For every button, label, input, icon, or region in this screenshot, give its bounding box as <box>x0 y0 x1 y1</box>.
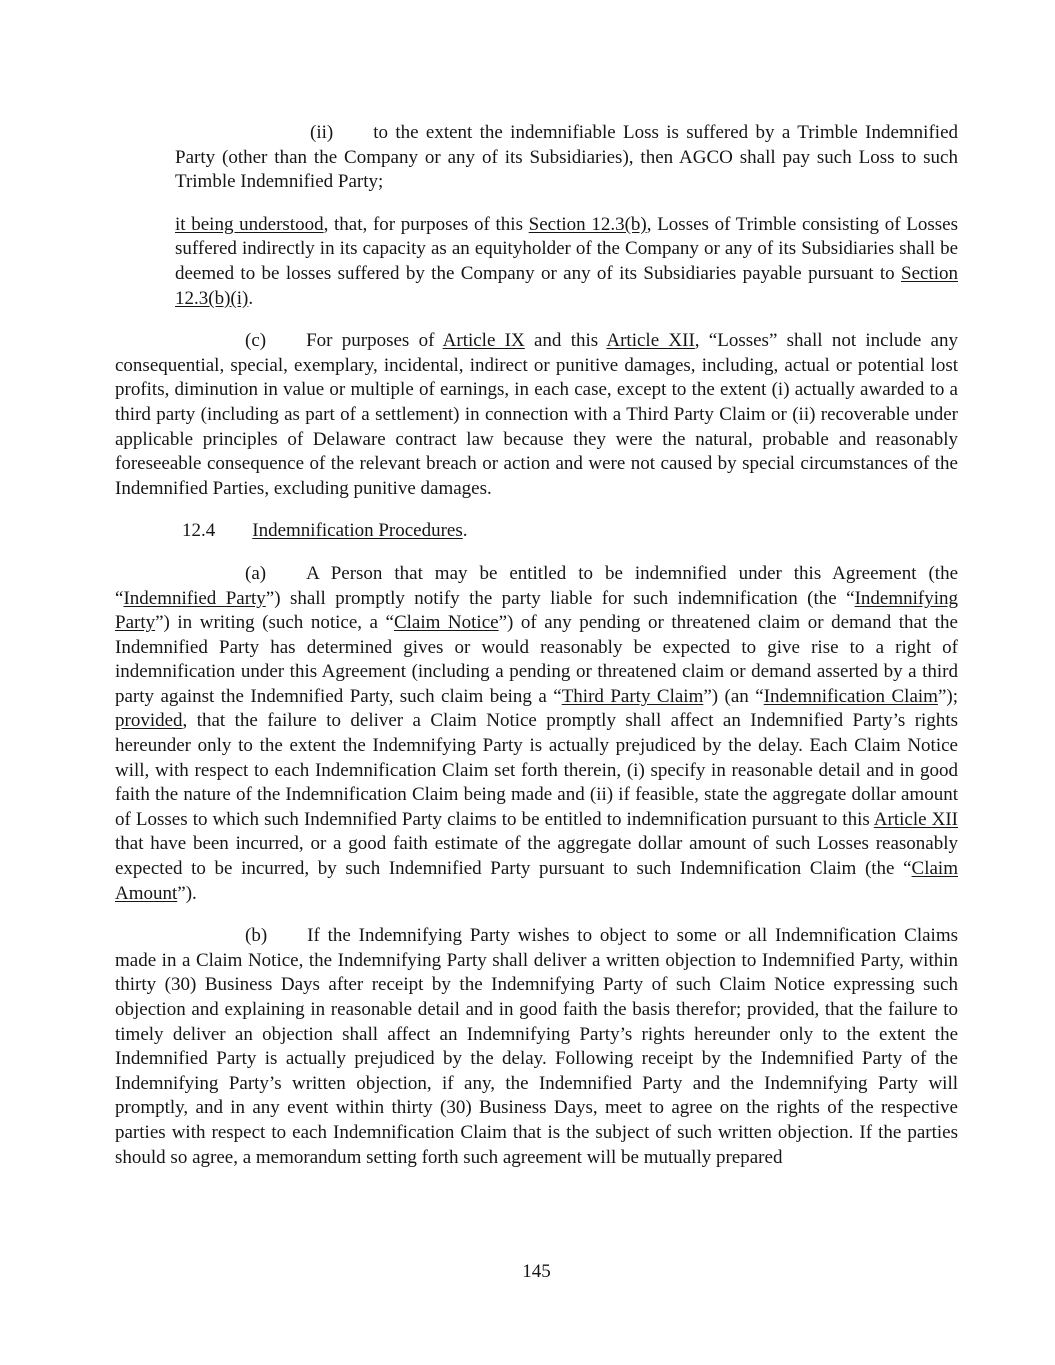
underlined-text-run: Third Party Claim <box>561 685 704 707</box>
section-12-4-heading <box>115 519 958 544</box>
underlined-text-run: Indemnification Procedures <box>252 520 463 542</box>
text-run: ”). <box>177 882 197 904</box>
text-run: (ii) <box>310 122 334 143</box>
clause-b-paragraph <box>115 924 958 1170</box>
page-number: 145 <box>522 1261 551 1282</box>
text-run: that have been incurred, or a good faith estimate of the aggregate dollar amount of such Losses reasonably expected to be incurred, by such Indemnified Party pursuant to such Indemnification Claim (the “ <box>115 833 958 880</box>
text-run: If the Indemnifying Party wishes to object to some or all Indemnification Claims made in a Claim Notice, the Indemnifying Party shall deliver a written objection to Indemnified Party, within thirty (30) Business Days after receipt by the Indemnifying Party of such Claim Notice expressing such objection and explaining in reasonable detail and in good faith the basis therefor; provided, that the failure to timely deliver an objection shall affect an Indemnifying Party’s rights hereunder only to the extent the Indemnified Party is actually prejudiced by the delay. Following receipt by the Indemnified Party of the Indemnifying Party’s written objection, if any, the Indemnified Party and the Indemnifying Party will promptly, and in any event within thirty (30) Business Days, meet to agree on the rights of the respective parties with respect to each Indemnification Claim that is the subject of such written objection. If the parties should so agree, a memorandum setting forth such agreement will be mutually prepared <box>115 925 958 1168</box>
clause-ii-paragraph <box>175 121 958 195</box>
text-run: (b) <box>245 925 268 947</box>
underlined-text-run: Section 12.3(b)(i) <box>175 262 958 309</box>
clause-a-paragraph <box>115 562 958 906</box>
text-run: For purposes of <box>306 330 443 352</box>
text-run: ”) shall promptly notify the party liable for such indemnification (the “ <box>265 587 855 609</box>
underlined-text-run: provided <box>115 710 183 732</box>
text-run: ”) of any pending or threatened claim or demand that the Indemnified Party has determined gives or would reasonably be expected to give rise to a right of indemnification under this Agreement (including a pending or threatened claim or demand asserted by a third party against the Indemnified Party, such claim being a “ <box>115 612 958 707</box>
page-content <box>115 121 958 1170</box>
underlined-text-run: Article XII <box>606 330 695 352</box>
text-run: ”); <box>937 685 958 707</box>
text-run: . <box>248 287 254 309</box>
underlined-text-run: Article IX <box>442 330 525 352</box>
underlined-text-run: Indemnification Claim <box>763 685 938 707</box>
text-run: , that, for purposes of this <box>323 213 529 235</box>
text-run: and this <box>524 330 607 352</box>
underlined-text-run: Indemnified Party <box>123 587 266 609</box>
text-run: , Losses of Trimble consisting of Losses suffered indirectly in its capacity as an equityholder of the Company or any of its Subsidiaries shall be deemed to be losses suffered by the Company or any of its Subsidiaries payable pursuant to <box>175 213 958 284</box>
underlined-text-run: it being understood <box>175 213 324 235</box>
text-run: , “Losses” shall not include any consequential, special, exemplary, incidental, indirect or punitive damages, including, actual or potential lost profits, diminution in value or multiple of earnings, in each case, except to the extent (i) actually awarded to a third party (including as part of a settlement) in connection with a Third Party Claim or (ii) recoverable under applicable principles of Delaware contract law because they were the natural, probable and reasonably foreseeable consequence of the relevant breach or action and were not caused by special circumstances of the Indemnified Parties, excluding punitive damages. <box>115 330 958 499</box>
text-run: , that the failure to deliver a Claim Notice promptly shall affect an Indemnified Party’s rights hereunder only to the extent the Indemnifying Party is actually prejudiced by the delay. Each Claim Notice will, with respect to each Indemnification Claim set forth therein, (i) specify in reasonable detail and in good faith the nature of the Indemnification Claim being made and (ii) if feasible, state the aggregate dollar amount of Losses to which such Indemnified Party claims to be entitled to indemnification pursuant to this <box>115 710 958 830</box>
underlined-text-run: Section 12.3(b) <box>528 213 647 235</box>
text-run: (a) <box>245 562 267 584</box>
text-run: 12.4 <box>182 520 216 542</box>
text-run: to the extent the indemnifiable Loss is suffered by a Trimble Indemnified Party (other than the Company or any of its Subsidiaries), then AGCO shall pay such Loss to such Trimble Indemnified Party; <box>175 122 958 193</box>
underlined-text-run: Indemnifying Party <box>115 587 958 634</box>
text-run: . <box>462 520 468 542</box>
text-run: (c) <box>245 330 267 352</box>
underlined-text-run: Claim Notice <box>393 612 499 634</box>
text-run: ”) in writing (such notice, a “ <box>155 612 394 634</box>
underlined-text-run: Article XII <box>873 808 958 830</box>
text-run: A Person that may be entitled to be indemnified under this Agreement (the “ <box>115 562 958 609</box>
text-run: ”) (an “ <box>703 685 764 707</box>
proviso-paragraph <box>175 213 958 311</box>
underlined-text-run: Claim Amount <box>115 858 958 904</box>
clause-c-paragraph <box>115 329 958 501</box>
